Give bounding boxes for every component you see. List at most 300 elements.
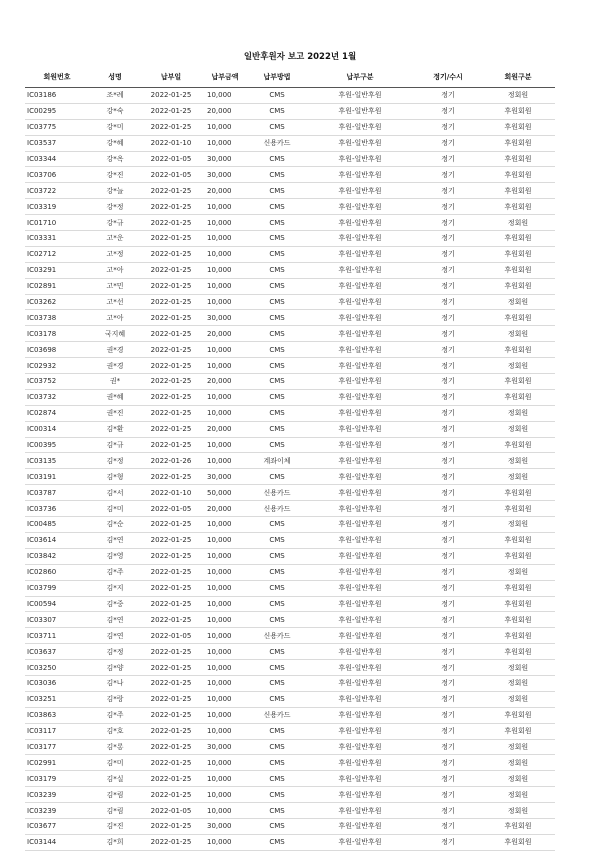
pay-category-cell: 후원-일반후원 — [305, 660, 415, 676]
member-type-cell: 후원회원 — [481, 151, 555, 167]
pay-category-cell: 후원-일반후원 — [305, 405, 415, 421]
member-type-cell: 정회원 — [481, 358, 555, 374]
frequency-cell: 정기 — [415, 326, 481, 342]
amount-cell: 30,000 — [201, 310, 249, 326]
pay-method-cell: CMS — [249, 787, 305, 803]
member-name-cell: 김*주 — [89, 707, 141, 723]
frequency-cell: 정기 — [415, 199, 481, 215]
pay-date-cell: 2022-01-25 — [141, 342, 201, 358]
amount-cell: 10,000 — [201, 135, 249, 151]
frequency-cell: 정기 — [415, 691, 481, 707]
pay-method-cell: CMS — [249, 215, 305, 231]
member-id-cell: IC03677 — [25, 818, 89, 834]
pay-category-cell: 후원-일반후원 — [305, 723, 415, 739]
member-type-cell: 정회원 — [481, 675, 555, 691]
amount-cell: 50,000 — [201, 485, 249, 501]
pay-date-cell: 2022-01-25 — [141, 294, 201, 310]
table-row — [25, 501, 555, 517]
member-id-cell: IC02712 — [25, 246, 89, 262]
pay-method-cell: CMS — [249, 723, 305, 739]
table-row — [25, 548, 555, 564]
table-row — [25, 167, 555, 183]
member-name-cell: 강*정 — [89, 199, 141, 215]
member-name-cell: 강*혜 — [89, 135, 141, 151]
pay-category-cell: 후원-일반후원 — [305, 818, 415, 834]
amount-cell: 20,000 — [201, 374, 249, 390]
pay-date-cell: 2022-01-25 — [141, 246, 201, 262]
member-id-cell: IC03698 — [25, 342, 89, 358]
amount-cell: 10,000 — [201, 580, 249, 596]
member-type-cell: 정회원 — [481, 660, 555, 676]
pay-date-cell: 2022-01-25 — [141, 389, 201, 405]
pay-method-cell: CMS — [249, 310, 305, 326]
member-type-cell: 정회원 — [481, 215, 555, 231]
frequency-cell: 정기 — [415, 660, 481, 676]
pay-method-cell: CMS — [249, 421, 305, 437]
member-name-cell: 조*례 — [89, 88, 141, 104]
frequency-cell: 정기 — [415, 501, 481, 517]
member-type-cell: 후원회원 — [481, 834, 555, 850]
table-row — [25, 485, 555, 501]
member-type-cell: 후원회원 — [481, 310, 555, 326]
member-name-cell: 권*진 — [89, 405, 141, 421]
table-row — [25, 787, 555, 803]
pay-category-cell: 후원-일반후원 — [305, 135, 415, 151]
pay-date-cell: 2022-01-25 — [141, 278, 201, 294]
col-method: 납부방법 — [249, 66, 305, 88]
col-member-id: 회원번호 — [25, 66, 89, 88]
pay-method-cell: 계좌이체 — [249, 453, 305, 469]
frequency-cell: 정기 — [415, 294, 481, 310]
member-name-cell: 김*중 — [89, 596, 141, 612]
pay-category-cell: 후원-일반후원 — [305, 803, 415, 819]
frequency-cell: 정기 — [415, 707, 481, 723]
member-type-cell: 후원회원 — [481, 548, 555, 564]
pay-method-cell: CMS — [249, 660, 305, 676]
member-id-cell: IC03842 — [25, 548, 89, 564]
pay-date-cell: 2022-01-25 — [141, 580, 201, 596]
amount-cell: 10,000 — [201, 119, 249, 135]
pay-category-cell: 후원-일반후원 — [305, 707, 415, 723]
pay-method-cell: CMS — [249, 548, 305, 564]
amount-cell: 10,000 — [201, 691, 249, 707]
pay-category-cell: 후원-일반후원 — [305, 644, 415, 660]
col-amount: 납부금액 — [201, 66, 249, 88]
member-type-cell: 정회원 — [481, 787, 555, 803]
member-type-cell: 정회원 — [481, 294, 555, 310]
member-name-cell: 고*운 — [89, 231, 141, 247]
amount-cell: 10,000 — [201, 532, 249, 548]
pay-date-cell: 2022-01-25 — [141, 739, 201, 755]
pay-category-cell: 후원-일반후원 — [305, 834, 415, 850]
amount-cell: 10,000 — [201, 628, 249, 644]
frequency-cell: 정기 — [415, 421, 481, 437]
member-id-cell: IC03191 — [25, 469, 89, 485]
donor-table — [25, 66, 555, 851]
pay-date-cell: 2022-01-25 — [141, 644, 201, 660]
frequency-cell: 정기 — [415, 787, 481, 803]
frequency-cell: 정기 — [415, 739, 481, 755]
pay-category-cell: 후원-일반후원 — [305, 739, 415, 755]
amount-cell: 20,000 — [201, 183, 249, 199]
pay-date-cell: 2022-01-25 — [141, 723, 201, 739]
member-name-cell: 고*아 — [89, 262, 141, 278]
pay-method-cell: 신용카드 — [249, 628, 305, 644]
pay-category-cell: 후원-일반후원 — [305, 437, 415, 453]
pay-category-cell: 후원-일반후원 — [305, 88, 415, 104]
pay-date-cell: 2022-01-25 — [141, 183, 201, 199]
frequency-cell: 정기 — [415, 231, 481, 247]
member-id-cell: IC02860 — [25, 564, 89, 580]
member-name-cell: 강*미 — [89, 119, 141, 135]
table-row — [25, 246, 555, 262]
member-type-cell: 후원회원 — [481, 278, 555, 294]
member-name-cell: 강*숙 — [89, 103, 141, 119]
member-id-cell: IC03250 — [25, 660, 89, 676]
amount-cell: 10,000 — [201, 278, 249, 294]
amount-cell: 10,000 — [201, 199, 249, 215]
amount-cell: 10,000 — [201, 548, 249, 564]
pay-category-cell: 후원-일반후원 — [305, 691, 415, 707]
member-name-cell: 김*미 — [89, 501, 141, 517]
frequency-cell: 정기 — [415, 88, 481, 104]
member-id-cell: IC03711 — [25, 628, 89, 644]
table-row — [25, 517, 555, 533]
table-row — [25, 691, 555, 707]
frequency-cell: 정기 — [415, 834, 481, 850]
pay-date-cell: 2022-01-25 — [141, 374, 201, 390]
member-type-cell: 정회원 — [481, 88, 555, 104]
pay-category-cell: 후원-일반후원 — [305, 628, 415, 644]
pay-method-cell: CMS — [249, 771, 305, 787]
amount-cell: 10,000 — [201, 231, 249, 247]
member-type-cell: 후원회원 — [481, 389, 555, 405]
member-type-cell: 후원회원 — [481, 628, 555, 644]
pay-date-cell: 2022-01-25 — [141, 358, 201, 374]
frequency-cell: 정기 — [415, 215, 481, 231]
pay-category-cell: 후원-일반후원 — [305, 215, 415, 231]
pay-method-cell: CMS — [249, 358, 305, 374]
member-type-cell: 후원회원 — [481, 644, 555, 660]
member-name-cell: 김*실 — [89, 771, 141, 787]
member-type-cell: 후원회원 — [481, 103, 555, 119]
member-name-cell: 고*정 — [89, 246, 141, 262]
member-name-cell: 김*정 — [89, 453, 141, 469]
pay-date-cell: 2022-01-05 — [141, 803, 201, 819]
table-row — [25, 358, 555, 374]
member-name-cell: 김*정 — [89, 644, 141, 660]
member-id-cell: IC03117 — [25, 723, 89, 739]
pay-method-cell: CMS — [249, 644, 305, 660]
table-row — [25, 771, 555, 787]
pay-method-cell: CMS — [249, 834, 305, 850]
member-type-cell: 후원회원 — [481, 501, 555, 517]
pay-date-cell: 2022-01-25 — [141, 548, 201, 564]
amount-cell: 10,000 — [201, 88, 249, 104]
pay-method-cell: CMS — [249, 294, 305, 310]
pay-category-cell: 후원-일반후원 — [305, 612, 415, 628]
amount-cell: 30,000 — [201, 167, 249, 183]
member-name-cell: 김*지 — [89, 580, 141, 596]
pay-method-cell: CMS — [249, 119, 305, 135]
pay-date-cell: 2022-01-25 — [141, 310, 201, 326]
pay-date-cell: 2022-01-25 — [141, 755, 201, 771]
pay-date-cell: 2022-01-25 — [141, 437, 201, 453]
pay-method-cell: CMS — [249, 246, 305, 262]
member-id-cell: IC03614 — [25, 532, 89, 548]
pay-date-cell: 2022-01-26 — [141, 453, 201, 469]
amount-cell: 10,000 — [201, 644, 249, 660]
pay-method-cell: CMS — [249, 231, 305, 247]
pay-category-cell: 후원-일반후원 — [305, 564, 415, 580]
table-row — [25, 294, 555, 310]
pay-date-cell: 2022-01-25 — [141, 88, 201, 104]
frequency-cell: 정기 — [415, 167, 481, 183]
member-type-cell: 정회원 — [481, 517, 555, 533]
table-row — [25, 739, 555, 755]
member-name-cell: 김*양 — [89, 660, 141, 676]
amount-cell: 30,000 — [201, 739, 249, 755]
table-row — [25, 660, 555, 676]
pay-date-cell: 2022-01-25 — [141, 691, 201, 707]
pay-date-cell: 2022-01-25 — [141, 215, 201, 231]
pay-method-cell: CMS — [249, 183, 305, 199]
member-type-cell: 후원회원 — [481, 612, 555, 628]
pay-date-cell: 2022-01-25 — [141, 818, 201, 834]
member-type-cell: 후원회원 — [481, 342, 555, 358]
frequency-cell: 정기 — [415, 818, 481, 834]
table-row — [25, 644, 555, 660]
member-id-cell: IC03036 — [25, 675, 89, 691]
member-id-cell: IC03239 — [25, 803, 89, 819]
member-id-cell: IC00485 — [25, 517, 89, 533]
frequency-cell: 정기 — [415, 135, 481, 151]
table-row — [25, 421, 555, 437]
member-type-cell: 후원회원 — [481, 199, 555, 215]
member-type-cell: 후원회원 — [481, 818, 555, 834]
table-row — [25, 215, 555, 231]
pay-method-cell: CMS — [249, 437, 305, 453]
pay-category-cell: 후원-일반후원 — [305, 183, 415, 199]
pay-date-cell: 2022-01-05 — [141, 628, 201, 644]
amount-cell: 10,000 — [201, 517, 249, 533]
header-row — [25, 66, 555, 88]
pay-method-cell: CMS — [249, 755, 305, 771]
pay-category-cell: 후원-일반후원 — [305, 501, 415, 517]
frequency-cell: 정기 — [415, 675, 481, 691]
pay-method-cell: CMS — [249, 803, 305, 819]
pay-method-cell: CMS — [249, 374, 305, 390]
pay-category-cell: 후원-일반후원 — [305, 675, 415, 691]
member-id-cell: IC01710 — [25, 215, 89, 231]
member-type-cell: 정회원 — [481, 564, 555, 580]
member-type-cell: 후원회원 — [481, 580, 555, 596]
pay-date-cell: 2022-01-25 — [141, 326, 201, 342]
pay-category-cell: 후원-일반후원 — [305, 421, 415, 437]
member-id-cell: IC03344 — [25, 151, 89, 167]
member-id-cell: IC00314 — [25, 421, 89, 437]
member-name-cell: 김*연 — [89, 532, 141, 548]
pay-category-cell: 후원-일반후원 — [305, 151, 415, 167]
pay-category-cell: 후원-일반후원 — [305, 119, 415, 135]
table-row — [25, 231, 555, 247]
table-row — [25, 151, 555, 167]
amount-cell: 10,000 — [201, 803, 249, 819]
pay-date-cell: 2022-01-25 — [141, 532, 201, 548]
pay-date-cell: 2022-01-25 — [141, 834, 201, 850]
table-row — [25, 135, 555, 151]
pay-date-cell: 2022-01-25 — [141, 517, 201, 533]
frequency-cell: 정기 — [415, 374, 481, 390]
member-name-cell: 김*림 — [89, 787, 141, 803]
frequency-cell: 정기 — [415, 262, 481, 278]
pay-date-cell: 2022-01-25 — [141, 231, 201, 247]
amount-cell: 10,000 — [201, 660, 249, 676]
pay-category-cell: 후원-일반후원 — [305, 389, 415, 405]
pay-date-cell: 2022-01-25 — [141, 771, 201, 787]
table-row — [25, 818, 555, 834]
pay-category-cell: 후원-일반후원 — [305, 310, 415, 326]
pay-method-cell: CMS — [249, 818, 305, 834]
pay-category-cell: 후원-일반후원 — [305, 787, 415, 803]
frequency-cell: 정기 — [415, 469, 481, 485]
pay-date-cell: 2022-01-25 — [141, 199, 201, 215]
pay-method-cell: CMS — [249, 103, 305, 119]
amount-cell: 30,000 — [201, 469, 249, 485]
member-name-cell: 김*롱 — [89, 739, 141, 755]
pay-method-cell: CMS — [249, 389, 305, 405]
member-id-cell: IC03775 — [25, 119, 89, 135]
member-name-cell: 김*형 — [89, 469, 141, 485]
frequency-cell: 정기 — [415, 580, 481, 596]
member-id-cell: IC03307 — [25, 612, 89, 628]
pay-date-cell: 2022-01-10 — [141, 135, 201, 151]
member-type-cell: 정회원 — [481, 421, 555, 437]
amount-cell: 10,000 — [201, 262, 249, 278]
pay-category-cell: 후원-일반후원 — [305, 755, 415, 771]
amount-cell: 30,000 — [201, 151, 249, 167]
member-id-cell: IC00395 — [25, 437, 89, 453]
frequency-cell: 정기 — [415, 389, 481, 405]
table-row — [25, 310, 555, 326]
pay-method-cell: CMS — [249, 405, 305, 421]
pay-date-cell: 2022-01-25 — [141, 787, 201, 803]
table-row — [25, 469, 555, 485]
amount-cell: 10,000 — [201, 771, 249, 787]
frequency-cell: 정기 — [415, 532, 481, 548]
table-row — [25, 374, 555, 390]
member-id-cell: IC02932 — [25, 358, 89, 374]
member-type-cell: 정회원 — [481, 771, 555, 787]
pay-category-cell: 후원-일반후원 — [305, 374, 415, 390]
member-id-cell: IC00295 — [25, 103, 89, 119]
member-name-cell: 김*연 — [89, 628, 141, 644]
pay-category-cell: 후원-일반후원 — [305, 532, 415, 548]
pay-date-cell: 2022-01-05 — [141, 151, 201, 167]
member-type-cell: 정회원 — [481, 405, 555, 421]
frequency-cell: 정기 — [415, 437, 481, 453]
member-type-cell: 정회원 — [481, 326, 555, 342]
table-row — [25, 437, 555, 453]
table-row — [25, 580, 555, 596]
amount-cell: 10,000 — [201, 834, 249, 850]
member-name-cell: 김*서 — [89, 485, 141, 501]
frequency-cell: 정기 — [415, 246, 481, 262]
pay-category-cell: 후원-일반후원 — [305, 326, 415, 342]
frequency-cell: 정기 — [415, 485, 481, 501]
member-id-cell: IC03179 — [25, 771, 89, 787]
col-frequency: 정기/수시 — [415, 66, 481, 88]
member-type-cell: 후원회원 — [481, 135, 555, 151]
pay-date-cell: 2022-01-05 — [141, 501, 201, 517]
frequency-cell: 정기 — [415, 278, 481, 294]
member-id-cell: IC02991 — [25, 755, 89, 771]
member-name-cell: 강*늘 — [89, 183, 141, 199]
table-body — [25, 88, 555, 851]
pay-method-cell: CMS — [249, 199, 305, 215]
member-id-cell: IC03178 — [25, 326, 89, 342]
member-name-cell: 강*규 — [89, 215, 141, 231]
member-type-cell: 정회원 — [481, 691, 555, 707]
pay-method-cell: 신용카드 — [249, 485, 305, 501]
member-type-cell: 후원회원 — [481, 485, 555, 501]
pay-date-cell: 2022-01-25 — [141, 262, 201, 278]
table-row — [25, 405, 555, 421]
pay-method-cell: CMS — [249, 151, 305, 167]
pay-date-cell: 2022-01-25 — [141, 469, 201, 485]
member-id-cell: IC03706 — [25, 167, 89, 183]
pay-method-cell: 신용카드 — [249, 501, 305, 517]
amount-cell: 10,000 — [201, 453, 249, 469]
amount-cell: 10,000 — [201, 358, 249, 374]
pay-date-cell: 2022-01-25 — [141, 675, 201, 691]
amount-cell: 20,000 — [201, 421, 249, 437]
frequency-cell: 정기 — [415, 771, 481, 787]
pay-date-cell: 2022-01-25 — [141, 707, 201, 723]
pay-category-cell: 후원-일반후원 — [305, 246, 415, 262]
pay-method-cell: CMS — [249, 596, 305, 612]
pay-date-cell: 2022-01-25 — [141, 119, 201, 135]
member-id-cell: IC03732 — [25, 389, 89, 405]
pay-category-cell: 후원-일반후원 — [305, 469, 415, 485]
amount-cell: 10,000 — [201, 342, 249, 358]
frequency-cell: 정기 — [415, 628, 481, 644]
amount-cell: 10,000 — [201, 675, 249, 691]
pay-method-cell: CMS — [249, 262, 305, 278]
frequency-cell: 정기 — [415, 564, 481, 580]
table-row — [25, 183, 555, 199]
member-name-cell: 권*혜 — [89, 389, 141, 405]
table-row — [25, 803, 555, 819]
frequency-cell: 정기 — [415, 755, 481, 771]
member-type-cell: 후원회원 — [481, 167, 555, 183]
member-name-cell: 김*희 — [89, 834, 141, 850]
member-id-cell: IC03863 — [25, 707, 89, 723]
member-id-cell: IC03637 — [25, 644, 89, 660]
table-row — [25, 707, 555, 723]
pay-category-cell: 후원-일반후원 — [305, 453, 415, 469]
frequency-cell: 정기 — [415, 151, 481, 167]
member-id-cell: IC03262 — [25, 294, 89, 310]
member-type-cell: 정회원 — [481, 755, 555, 771]
pay-category-cell: 후원-일반후원 — [305, 103, 415, 119]
member-id-cell: IC03251 — [25, 691, 89, 707]
frequency-cell: 정기 — [415, 723, 481, 739]
member-id-cell: IC03722 — [25, 183, 89, 199]
frequency-cell: 정기 — [415, 342, 481, 358]
amount-cell: 10,000 — [201, 246, 249, 262]
member-id-cell: IC03239 — [25, 787, 89, 803]
